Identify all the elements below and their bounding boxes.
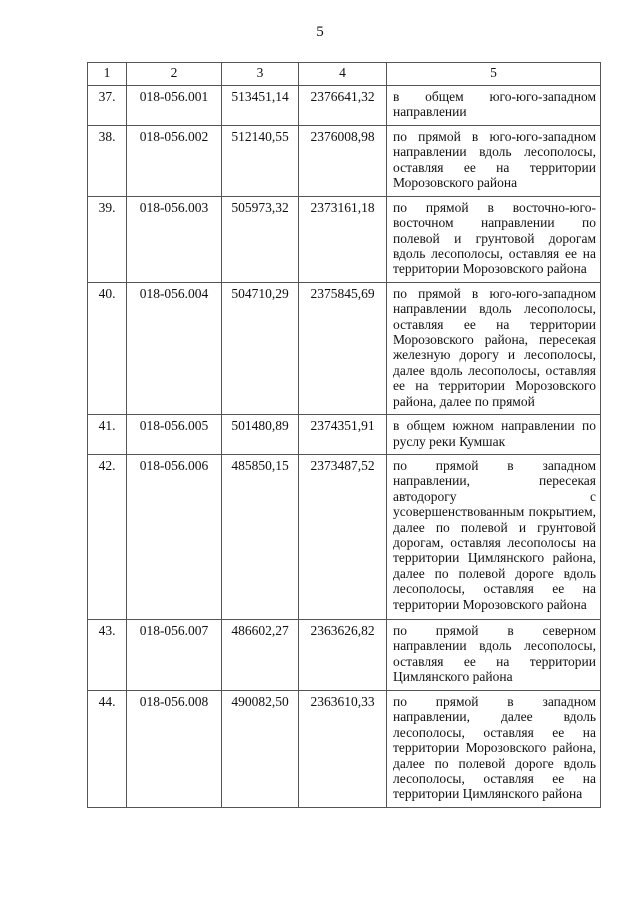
boundary-description: по прямой в юго-юго-западном направлении вдоль лесополосы, оставляя ее на территории Морозовского района (387, 125, 601, 196)
coordinate-x: 513451,14 (222, 86, 299, 126)
column-header-2: 2 (127, 63, 222, 86)
boundary-description: по прямой в западном направлении, пересекая автодорогу с усовершенствованным покрытием, далее по полевой и грунтовой дорогам, оставляя лесополосы на территории Цимлянского района, далее по полевой дороге вдоль лесополосы, оставляя ее на территории Морозовского района (387, 454, 601, 619)
coordinate-y: 2376641,32 (299, 86, 387, 126)
row-number: 41. (88, 415, 127, 455)
table-row (88, 196, 601, 282)
column-header-4: 4 (299, 63, 387, 86)
coordinate-y: 2374351,91 (299, 415, 387, 455)
coordinate-y: 2363610,33 (299, 690, 387, 807)
table-row (88, 415, 601, 455)
coordinate-y: 2373487,52 (299, 454, 387, 619)
coordinate-y: 2376008,98 (299, 125, 387, 196)
point-code: 018-056.006 (127, 454, 222, 619)
coordinate-y: 2373161,18 (299, 196, 387, 282)
boundary-description: по прямой в восточно-юго-восточном направлении по полевой и грунтовой дорогам вдоль лесополосы, оставляя ее на территории Морозовского района (387, 196, 601, 282)
coordinate-x: 486602,27 (222, 619, 299, 690)
row-number: 44. (88, 690, 127, 807)
point-code: 018-056.003 (127, 196, 222, 282)
table-row (88, 282, 601, 414)
coordinate-y: 2375845,69 (299, 282, 387, 414)
table-row (88, 125, 601, 196)
boundary-description: в общем юго-юго-западном направлении (387, 86, 601, 126)
row-number: 40. (88, 282, 127, 414)
boundary-description: по прямой в юго-юго-западном направлении вдоль лесополосы, оставляя ее на территории Морозовского района, пересекая железную дорогу и лесополосы, далее вдоль лесополосы, оставляя ее на территории Морозовского района, далее по прямой (387, 282, 601, 414)
table-row (88, 454, 601, 619)
point-code: 018-056.005 (127, 415, 222, 455)
point-code: 018-056.001 (127, 86, 222, 126)
coordinate-x: 504710,29 (222, 282, 299, 414)
coordinate-x: 490082,50 (222, 690, 299, 807)
row-number: 37. (88, 86, 127, 126)
column-header-5: 5 (387, 63, 601, 86)
point-code: 018-056.004 (127, 282, 222, 414)
row-number: 42. (88, 454, 127, 619)
row-number: 38. (88, 125, 127, 196)
row-number: 39. (88, 196, 127, 282)
row-number: 43. (88, 619, 127, 690)
page-number: 5 (316, 24, 324, 40)
coordinate-x: 512140,55 (222, 125, 299, 196)
coordinate-x: 501480,89 (222, 415, 299, 455)
boundary-description: по прямой в западном направлении, далее вдоль лесополосы, оставляя ее на территории Морозовского района, далее по полевой дороге вдоль лесополосы, оставляя ее на территории Цимлянского района (387, 690, 601, 807)
point-code: 018-056.002 (127, 125, 222, 196)
point-code: 018-056.007 (127, 619, 222, 690)
table-row (88, 86, 601, 126)
table-row (88, 619, 601, 690)
coordinate-y: 2363626,82 (299, 619, 387, 690)
coordinate-x: 505973,32 (222, 196, 299, 282)
coordinate-x: 485850,15 (222, 454, 299, 619)
column-header-1: 1 (88, 63, 127, 86)
table-row (88, 690, 601, 807)
boundary-description: в общем южном направлении по руслу реки Кумшак (387, 415, 601, 455)
point-code: 018-056.008 (127, 690, 222, 807)
table-header-row (88, 63, 601, 86)
column-header-3: 3 (222, 63, 299, 86)
boundary-points-table (87, 62, 601, 808)
boundary-description: по прямой в северном направлении вдоль лесополосы, оставляя ее на территории Цимлянского района (387, 619, 601, 690)
